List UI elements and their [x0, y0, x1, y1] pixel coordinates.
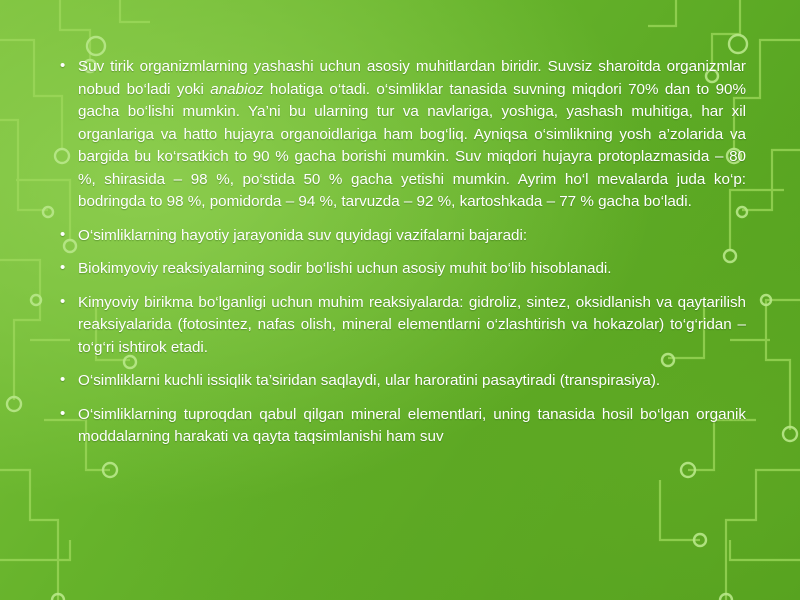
list-item	[56, 56, 746, 214]
bullet-1-italic-term: anabioz	[210, 80, 264, 98]
list-item	[56, 404, 746, 449]
bullet-4-text: Kimyoviy birikma bo‘lganligi uchun muhim reaksiyalarda: gidroliz, sintez, oksidlanish va qaytarilish reaksiyalarida (fotosintez, nafas olish, mineral elementlarni o‘zlashtirish va hokazolar) to‘g‘ridan – to‘g‘ri ishtirok etadi.	[78, 293, 746, 356]
list-item	[56, 258, 746, 281]
list-item	[56, 370, 746, 393]
bullet-1-text-before: Suv tirik organizmlarning yashashi uchun asosiy muhitlardan biridir. Suvsiz sharoitda organizmlar nobud bo‘ladi yoki	[78, 58, 746, 98]
list-item	[56, 292, 746, 360]
bullet-3-text: Biokimyoviy reaksiyalarning sodir bo‘lishi uchun asosiy muhit bo‘lib hisoblanadi.	[78, 260, 612, 277]
bullet-list	[56, 56, 746, 449]
bullet-5-text: O‘simliklarni kuchli issiqlik ta’siridan saqlaydi, ular haroratini pasaytiradi (transpirasiya).	[78, 372, 661, 389]
slide-content	[56, 56, 746, 460]
list-item	[56, 225, 746, 248]
bullet-2-text: O‘simliklarning hayotiy jarayonida suv quyidagi vazifalarni bajaradi:	[78, 226, 528, 244]
bullet-6-text: O‘simliklarning tuproqdan qabul qilgan mineral elementlari, uning tanasida hosil bo‘lgan organik moddalarning harakati va qayta taqsimlanishi ham suv	[78, 405, 746, 445]
bullet-1-text-after: holatiga o‘tadi. o‘simliklar tanasida suvning miqdori 70% dan to 90% gacha bo‘lishi mumkin. Ya’ni bu ularning tur va navlariga, yoshiga, yashash muhitiga, har xil organlariga va hatto hujayra organoidlariga ham bog‘liq. Ayniqsa o‘simlikning yosh a’zolarida va bargida bu ko‘rsatkich to 90 % gacha borishi mumkin. Suv miqdori hujayra protoplazmasida – 80 %, shirasida – 98 %, po‘stida 50 % gacha yetishi mumkin. Ayrim ho‘l mevalarda juda ko‘p: bodringda to 98 %, pomidorda – 94 %, tarvuzda – 92 %, kartoshkada – 77 % gacha bo‘ladi.	[78, 80, 746, 210]
